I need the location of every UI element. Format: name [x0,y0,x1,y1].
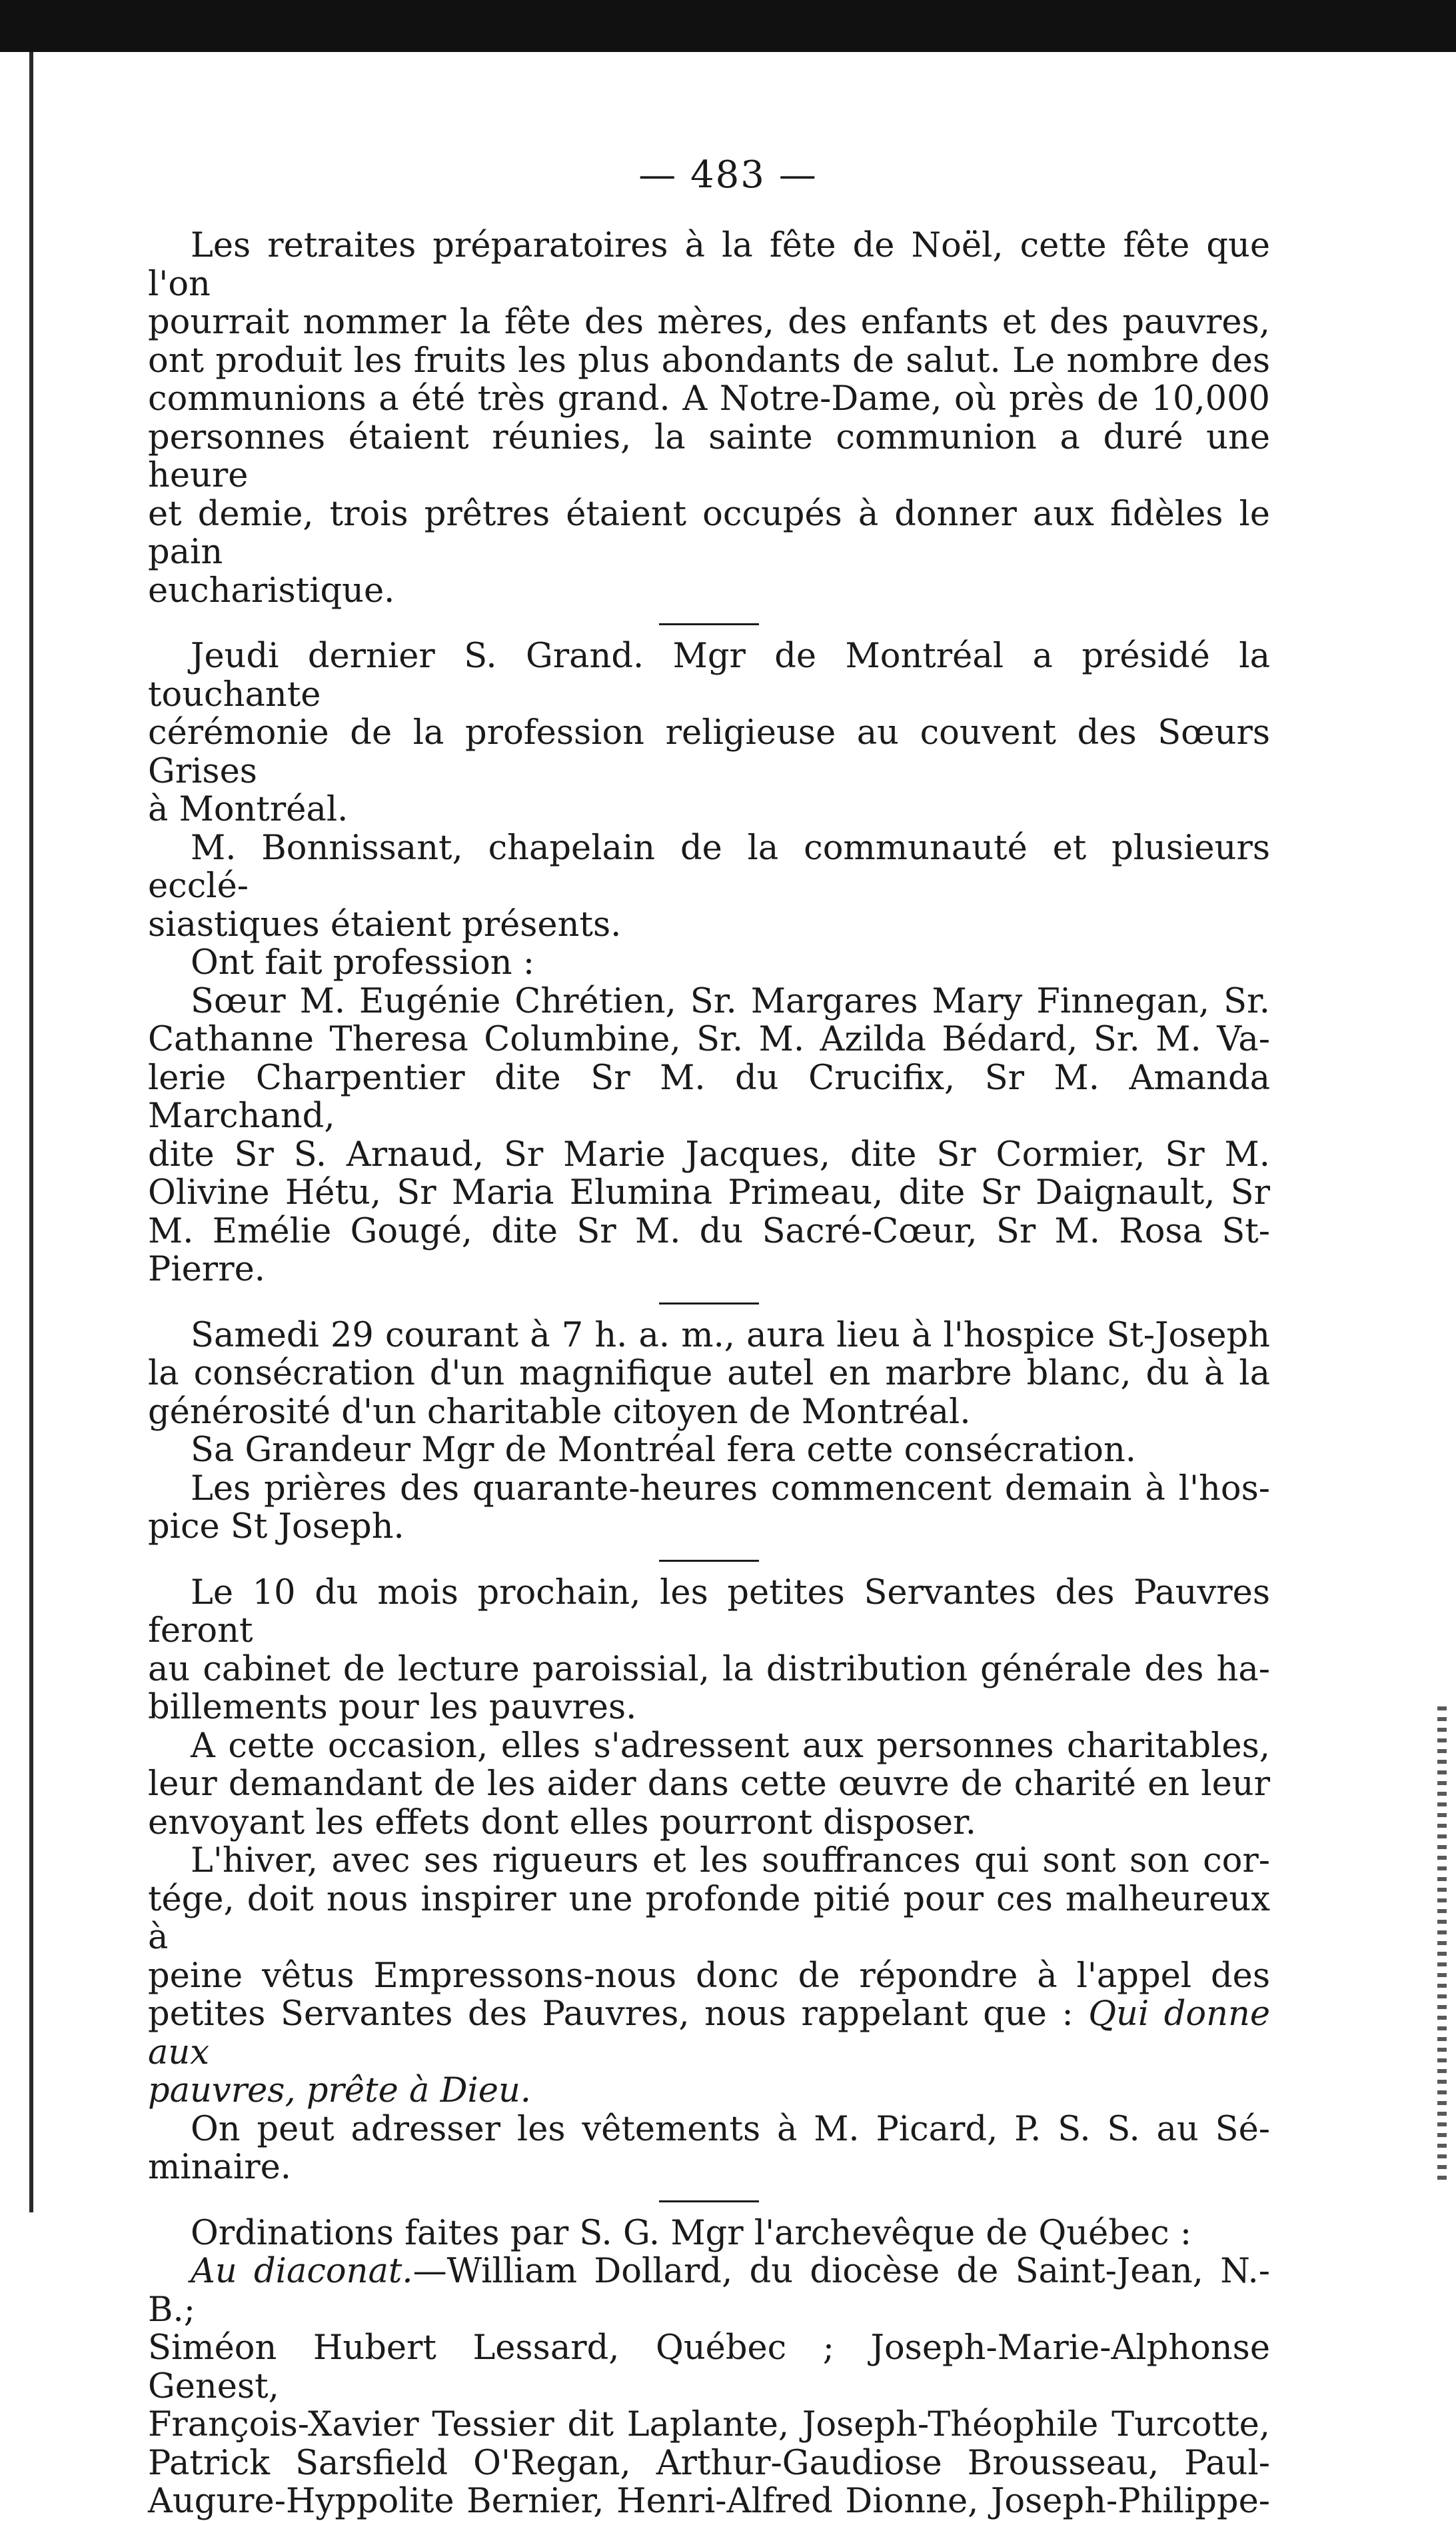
text-line: Siméon Hubert Lessard, Québec ; Joseph-Marie-Alphonse Genest, [148,2328,1270,2406]
text-line: Patrick Sarsfield O'Regan, Arthur-Gaudiose Brousseau, Paul- [148,2443,1270,2483]
text-line: ont produit les fruits les plus abondants de salut. Le nombre des [148,341,1270,381]
text-line: au cabinet de lecture paroissial, la distribution générale des ha- [148,1649,1270,1689]
text-line: Ont fait profession : [191,943,535,983]
text-line: pourrait nommer la fête des mères, des enfants et des pauvres, [148,303,1270,342]
text-line: M. Emélie Gougé, dite Sr M. du Sacré-Cœur, Sr M. Rosa St-Pierre. [148,1211,1270,1289]
text-line: Cathanne Theresa Columbine, Sr. M. Azilda Bédard, Sr. M. Va- [148,1020,1270,1059]
text-line: Olivine Hétu, Sr Maria Elumina Primeau, dite Sr Daignault, Sr [148,1173,1270,1213]
ordination-heading: Au diaconat. [191,2252,413,2291]
page-number: — 483 — [638,153,818,197]
text-line: peine vêtus Empressons-nous donc de répondre à l'appel des [148,1956,1270,1996]
section-profession [148,637,1270,1289]
section-retraites [148,227,1270,610]
text-line: lerie Charpentier dite Sr M. du Crucifix, Sr M. Amanda Marchand, [148,1058,1270,1136]
text-line: Le 10 du mois prochain, les petites Servantes des Pauvres feront [148,1572,1270,1650]
text-line: L'hiver, avec ses rigueurs et les souffrances qui sont son cor- [191,1841,1270,1880]
text-line: Les prières des quarante-heures commencent demain à l'hos- [191,1468,1270,1508]
text-line: Augure-Hyppolite Bernier, Henri-Alfred Dionne, Joseph-Philippe- [148,2482,1270,2521]
scan-top-border [0,0,1456,52]
text-fragment: petites Servantes des Pauvres, nous rappelant que : [148,1994,1074,2034]
scan-right-speckle [1437,1706,1447,2186]
text-line: cérémonie de la profession religieuse au couvent des Sœurs Grises [148,713,1270,791]
text-line: Sœur M. Eugénie Chrétien, Sr. Margares Mary Finnegan, Sr. [191,981,1270,1021]
text-line: François-Xavier Tessier dit Laplante, Joseph-Théophile Turcotte, [148,2405,1270,2444]
text-line: tége, doit nous inspirer une profonde pitié pour ces malheureux à [148,1879,1270,1957]
text-line: pice St Joseph. [148,1507,404,1546]
text-fragment: —William Dollard, du diocèse de Saint-Jean, N.-B.; [148,2252,1270,2330]
text-line: billements pour les pauvres. [148,1688,637,1727]
section-servantes [148,1574,1270,2187]
section-divider [659,623,759,625]
text-line: et demie, trois prêtres étaient occupés à donner aux fidèles le pain [148,494,1270,572]
text-line: générosité d'un charitable citoyen de Montréal. [148,1392,971,1432]
text-line: M. Bonnissant, chapelain de la communauté et plusieurs ecclé- [148,828,1270,906]
text-line: leur demandant de les aider dans cette œuvre de charité en leur [148,1764,1270,1804]
text-line: à Montréal. [148,790,349,829]
proverb-text: Qui donne aux [148,1994,1271,2072]
text-line [148,2252,1270,2329]
section-divider [659,1302,759,1304]
text-line: Ordinations faites par S. G. Mgr l'archevêque de Québec : [191,2213,1192,2253]
proverb-text: pauvres, prête à Dieu. [148,2071,532,2110]
text-line: A cette occasion, elles s'adressent aux personnes charitables, [191,1726,1270,1766]
scan-left-edge [29,52,33,2212]
text-line: dite Sr S. Arnaud, Sr Marie Jacques, dite Sr Cormier, Sr M. [148,1135,1270,1175]
text-line: siastiques étaient présents. [148,905,622,945]
text-line: personnes étaient réunies, la sainte communion a duré une heure [148,417,1270,495]
text-line: On peut adresser les vêtements à M. Picard, P. S. S. au Sé- [191,2109,1270,2149]
text-line [148,1995,1270,2072]
text-line: Samedi 29 courant à 7 h. a. m., aura lieu à l'hospice St-Joseph [191,1315,1270,1355]
text-line: Les retraites préparatoires à la fête de Noël, cette fête que l'on [148,226,1270,304]
page-body [148,227,1270,2521]
section-consecration [148,1316,1270,1546]
section-divider [659,2200,759,2202]
section-divider [659,1560,759,1562]
section-ordinations [148,2214,1270,2521]
text-line: minaire. [148,2148,292,2187]
text-line: Sa Grandeur Mgr de Montréal fera cette consécration. [191,1430,1137,1470]
text-line: Jeudi dernier S. Grand. Mgr de Montréal a présidé la touchante [148,637,1270,715]
text-line: communions a été très grand. A Notre-Dame, où près de 10,000 [148,379,1270,419]
text-line: envoyant les effets dont elles pourront disposer. [148,1802,976,1842]
text-line: eucharistique. [148,571,395,611]
text-line: la consécration d'un magnifique autel en marbre blanc, du à la [148,1354,1270,1393]
